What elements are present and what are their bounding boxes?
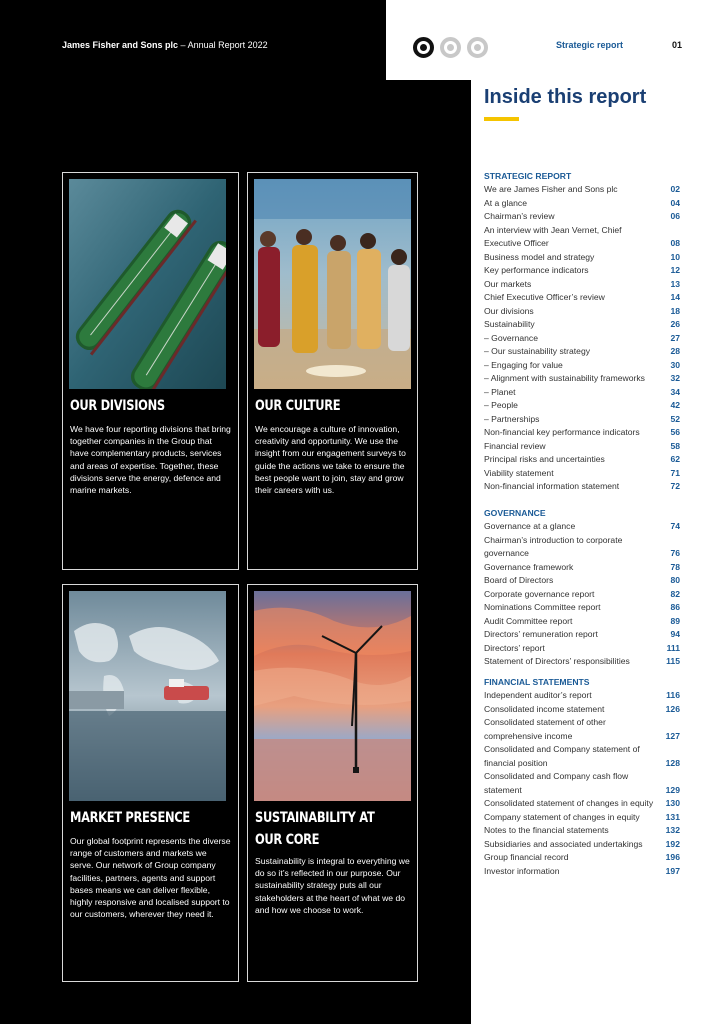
toc-entry-page: 89 [670,615,680,626]
toc-entry-page: 08 [670,238,680,248]
toc-entry-page: 94 [670,629,680,639]
section-indicator[interactable] [413,37,488,58]
header-separator: – [178,40,188,50]
toc-entry-label: Chairman’s review [484,211,555,221]
toc-entry-label: Business model and strategy [484,251,595,262]
toc-entry[interactable] [484,386,680,400]
toc-heading: STRATEGIC REPORT [484,171,572,181]
toc-entry-label: – Alignment with sustainability frameworks [484,373,645,383]
financial-section-dot-icon[interactable] [467,37,488,58]
toc-entry-label: Consolidated income statement [484,703,605,714]
strategic-section-dot-icon[interactable] [413,37,434,58]
toc-entry-label: Our markets [484,278,532,289]
toc-entry-label: – Planet [484,386,516,397]
toc-entry-page: 28 [670,346,680,356]
toc-entry-label: Corporate governance report [484,588,595,599]
header-title [62,40,268,50]
toc-entry[interactable] [484,251,680,265]
card-sustainability[interactable] [247,584,418,982]
toc-entry-label: Governance at a glance [484,521,576,531]
toc-entry-page: 10 [670,251,680,262]
toc-entry-label: Principal risks and uncertainties [484,454,605,464]
toc-entry[interactable] [484,520,680,534]
toc-entry-page: 130 [665,798,680,808]
card-text: We encourage a culture of innovation, creativity and opportunity. We use the insight from our engagement surveys to guide the actions we take to ensure the best people want to join, stay and grow their careers with us. [255,424,406,496]
toc-entry-page: 78 [670,561,680,572]
toc-entry-label: Notes to the financial statements [484,825,609,835]
toc-entry[interactable] [484,588,680,602]
toc-entry-label: Independent auditor’s report [484,690,592,700]
toc-entry-label: Nominations Committee report [484,602,601,612]
card-our-culture[interactable] [247,172,418,570]
toc-entry-page: 42 [670,400,680,410]
toc-entry[interactable] [484,426,680,440]
toc-entry[interactable] [484,770,680,797]
toc-entry-page: 52 [670,413,680,424]
toc-entry-label: Directors’ remuneration report [484,629,598,639]
card-our-divisions[interactable] [62,172,239,570]
toc-entry-page: 115 [666,656,680,666]
toc-entry[interactable] [484,865,680,879]
toc-entry[interactable] [484,811,680,825]
toc-entry[interactable] [484,480,680,494]
toc-entry-label: Consolidated statement of changes in equity [484,798,654,808]
toc-entry-page: 27 [670,332,680,343]
toc-entry-label: – Governance [484,332,538,343]
toc-entry[interactable] [484,561,680,575]
toc-entry-page: 62 [670,454,680,464]
tankers-photo [69,179,226,389]
toc-entry[interactable] [484,467,680,481]
toc-entry-page: 18 [670,305,680,316]
card-title: MARKET PRESENCE [70,810,190,826]
toc-entry-page: 34 [670,386,680,397]
toc-entry-page: 197 [665,865,680,876]
toc-entry[interactable] [484,642,680,656]
toc-entry-page: 30 [670,359,680,370]
toc-entry[interactable] [484,838,680,852]
toc-entry[interactable] [484,183,680,197]
toc-entry-label: At a glance [484,197,527,208]
toc-entry-label: Company statement of changes in equity [484,811,640,822]
toc-entry-page: 82 [670,588,680,599]
toc-entry-page: 12 [670,265,680,275]
toc-entry-label: Chairman’s introduction to corporate governance [484,534,623,558]
toc-entry[interactable] [484,197,680,211]
toc-entry[interactable] [484,305,680,319]
toc-entry-label: Investor information [484,865,560,876]
toc-entry-label: – Partnerships [484,413,540,424]
toc-entry[interactable] [484,797,680,811]
toc-entry[interactable] [484,716,680,743]
toc-entry-page: 86 [670,602,680,612]
toc-entry[interactable] [484,703,680,717]
toc-entry-label: – Our sustainability strategy [484,346,591,356]
toc-heading: FINANCIAL STATEMENTS [484,677,590,687]
toc-entry-label: Consolidated and Company cash flow statement [484,771,629,795]
toc-entry[interactable] [484,224,680,251]
toc-entry[interactable] [484,210,680,224]
toc-entry[interactable] [484,689,680,703]
toc-entry-page: 04 [670,197,680,208]
toc-entry-label: – People [484,400,518,410]
card-market-presence[interactable] [62,584,239,982]
toc-entry-label: Subsidiaries and associated undertakings [484,838,643,849]
toc-entry-page: 129 [665,784,680,795]
toc-entry[interactable] [484,601,680,615]
toc-entry-page: 192 [665,838,680,849]
toc-entry-label: Sustainability [484,319,535,329]
toc-entry-label: – Engaging for value [484,359,563,370]
toc-entry-page: 196 [665,852,680,862]
toc-strategic-report [484,170,680,494]
toc-entry-page: 32 [670,373,680,383]
team-photo [254,179,411,389]
toc-entry-page: 14 [670,292,680,302]
toc-entry[interactable] [484,372,680,386]
toc-entry[interactable] [484,359,680,373]
card-title: OUR DIVISIONS [70,398,165,414]
toc-entry[interactable] [484,264,680,278]
toc-entry-page: 132 [665,825,680,835]
governance-section-dot-icon[interactable] [440,37,461,58]
toc-entry-label: Non-financial key performance indicators [484,427,640,437]
toc-entry[interactable] [484,291,680,305]
toc-entry[interactable] [484,655,680,669]
toc-entry-page: 131 [665,811,680,822]
toc-entry-label: Audit Committee report [484,615,573,626]
toc-entry-label: Group financial record [484,852,569,862]
toc-entry[interactable] [484,332,680,346]
header-company: James Fisher and Sons plc [62,40,179,50]
wind-turbine-photo [254,591,411,801]
world-map-photo [69,591,226,801]
toc-entry[interactable] [484,628,680,642]
toc-entry-label: We are James Fisher and Sons plc [484,184,618,194]
toc-entry-page: 26 [670,319,680,329]
toc-heading: GOVERNANCE [484,508,546,518]
toc-entry-label: Chief Executive Officer’s review [484,292,605,302]
toc-entry-label: Directors’ report [484,642,545,653]
toc-entry-label: Consolidated statement of other comprehensive income [484,717,606,741]
toc-entry-page: 126 [665,703,680,714]
toc-entry-label: Consolidated and Company statement of financial position [484,744,640,768]
toc-entry-label: Governance framework [484,561,574,572]
toc-entry-label: Key performance indicators [484,265,589,275]
section-label[interactable]: Strategic report [556,40,624,50]
toc-entry-label: An interview with Jean Vernet, Chief Executive Officer [484,224,622,248]
toc-entry[interactable] [484,399,680,413]
toc-entry[interactable] [484,615,680,629]
toc-entry[interactable] [484,824,680,838]
toc-entry[interactable] [484,743,680,770]
card-text: We have four reporting divisions that bring together companies in the Group that have complementary products, services and areas of expertise. Together, these divisions serve the energy, defence and marine markets. [70,424,231,496]
toc-entry[interactable] [484,453,680,467]
toc-entry-page: 56 [670,427,680,437]
toc-entry-page: 71 [670,467,680,478]
toc-entry-page: 58 [670,440,680,451]
toc-entry[interactable] [484,574,680,588]
toc-entry-page: 116 [666,690,680,700]
page-number: 01 [672,40,683,50]
page-title: Inside this report [484,86,647,108]
toc-entry-page: 111 [666,642,680,653]
toc-entry-page: 80 [670,575,680,585]
toc-entry-label: Statement of Directors’ responsibilities [484,656,630,666]
toc-entry[interactable] [484,534,680,561]
toc-governance [484,507,680,669]
card-text: Our global footprint represents the diverse range of customers and markets we serve. Our network of Group company facilities, partners, agents and support bases means we can deliver flexible, highly responsive and localised support to our customers, wherever they need it. [70,836,231,920]
title-underline [484,117,519,121]
card-title: OUR CULTURE [255,398,341,414]
toc-entry[interactable] [484,440,680,454]
toc-entry-label: Financial review [484,440,546,451]
card-title: SUSTAINABILITY AT [255,810,375,826]
toc-entry-page: 76 [670,548,680,558]
toc-financial-statements [484,676,680,878]
toc-entry-label: Board of Directors [484,575,554,585]
toc-entry-label: Viability statement [484,467,554,478]
toc-entry-page: 13 [670,278,680,289]
toc-entry-page: 72 [670,481,680,491]
toc-entry-page: 127 [665,730,680,741]
toc-entry-page: 02 [670,184,680,194]
card-text: Sustainability is integral to everything we do so it’s reflected in our purpose. Our sustainability strategy puts all our stakeholders at the heart of what we do and how we choose to work. [255,856,410,915]
toc-entry-page: 74 [670,521,680,531]
header-report-name: Annual Report 2022 [187,40,268,50]
toc-entry-page: 06 [670,211,680,221]
toc-entry[interactable] [484,345,680,359]
toc-entry[interactable] [484,318,680,332]
toc-entry[interactable] [484,413,680,427]
toc-entry-label: Non-financial information statement [484,481,620,491]
toc-entry-page: 128 [665,757,680,768]
toc-entry-label: Our divisions [484,305,534,316]
toc-entry[interactable] [484,851,680,865]
toc-entry[interactable] [484,278,680,292]
card-title: OUR CORE [255,832,320,848]
